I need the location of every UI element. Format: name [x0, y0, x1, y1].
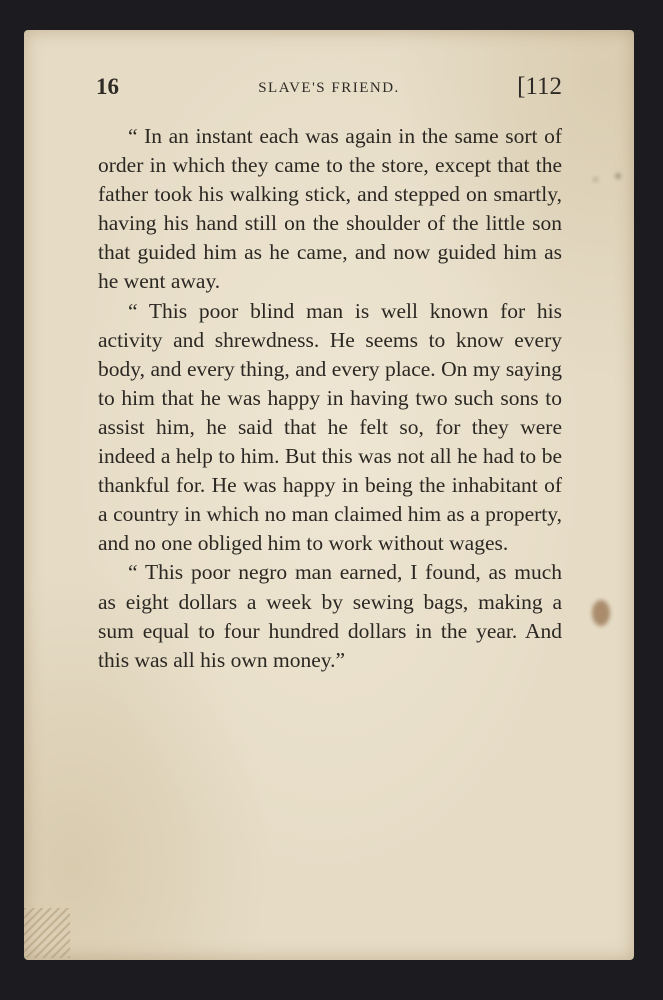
paragraph: “ In an instant each was again in the same sort of order in which they came to the store, except that the father took his walking stick, and stepped on smartly, having his hand still on the shoulder of the little son that guided him as he came, and now guided him as he went away. [98, 124, 562, 294]
signature-mark: [112 [517, 73, 562, 100]
running-title: SLAVE'S FRIEND. [258, 80, 400, 96]
page-number: 16 [96, 74, 119, 99]
ink-speck [616, 174, 620, 178]
paragraph: “ This poor blind man is well known for his activity and shrewdness. He seems to know every body, and every thing, and every place. On my saying to him that he was happy in having two such sons to assist him, he said that he felt so, for they were indeed a help to him. But this was not all he had to be thankful for. He was happy in being the inhabitant of a country in which no man claimed him as a property, and no one obliged him to work without wages. [98, 298, 562, 556]
body-text [98, 122, 562, 675]
age-stain [592, 600, 610, 626]
running-head [96, 74, 562, 106]
paragraph: “ This poor negro man earned, I found, as much as eight dollars a week by sewing bags, making a sum equal to four hundred dollars in the year. And this was all his own money.” [98, 560, 562, 672]
worn-corner [24, 908, 70, 958]
ink-speck [594, 178, 597, 181]
